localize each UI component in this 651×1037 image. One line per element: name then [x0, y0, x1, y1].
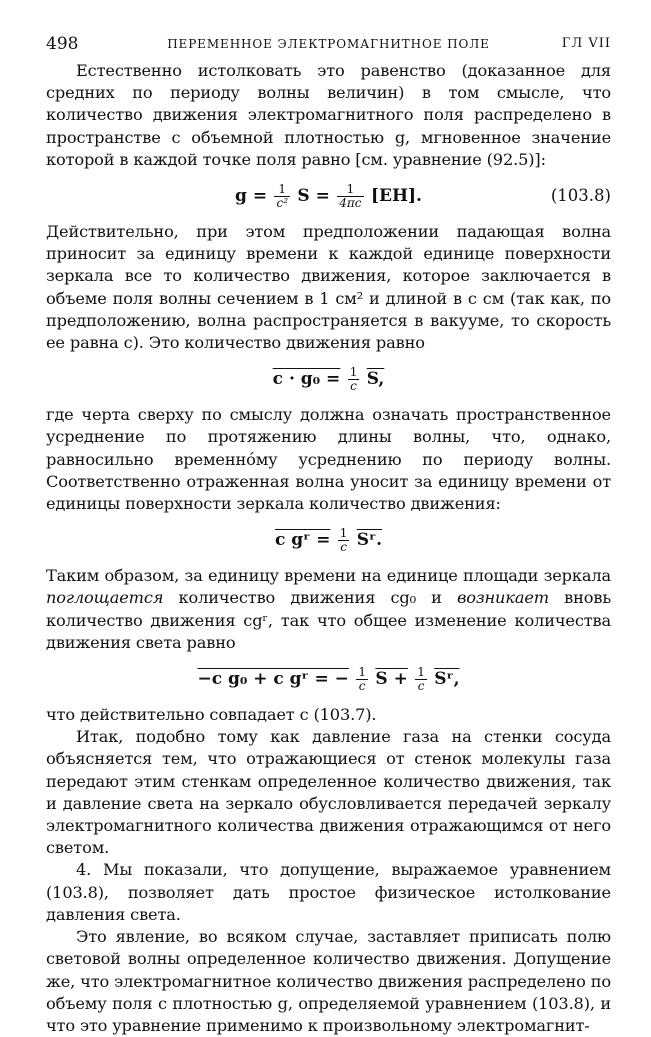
eq1-fraction-2: $\frac{1}{4\pi c}$ — [339, 182, 362, 211]
eq4-mid: S + — [375, 669, 408, 690]
eq1-fraction-1: $\frac{1}{\text{c²}}$ — [276, 182, 289, 211]
emphasis-absorbed: поглощается — [46, 588, 164, 608]
equation-reflected-momentum — [46, 520, 611, 560]
paragraph-1: Естественно истолковать это равенство (доказанное для средних по периоду волны величин) в том смысле, что количество движения электромагнитного поля распределено в пространстве с объемной плотностью g, мгновенное значение которой в каждой точке поля равно [см. уравнение (92.5)]: — [46, 61, 611, 169]
eq3-rhs: Sʳ. — [356, 530, 383, 551]
eq2-rhs: S, — [366, 369, 385, 390]
equation-number: (103.8) — [550, 186, 611, 206]
paragraph-6: Итак, подобно тому как давление газа на стенки сосуда объясняется тем, что отражающиеся от стенок молекулы газа передают этим стенкам определенное количество движения, так и давление света на зеркало обусловливается передачей зеркалу электромагнитного количества движения отражающимся от него светом. — [46, 727, 611, 858]
body-text — [46, 60, 611, 1037]
paragraph-5: что действительно совпадает с (103.7). — [46, 705, 377, 725]
paragraph-7: 4. Мы показали, что допущение, выражаемое уравнением (103.8), позволяет дать простое физическое истолкование давления света. — [46, 860, 611, 924]
emphasis-arises: возникает — [456, 588, 549, 608]
equation-incident-momentum — [46, 359, 611, 399]
eq2-lhs: c · g₀ = — [272, 369, 341, 390]
page-header — [46, 34, 611, 60]
running-title: ПЕРЕМЕННОЕ ЭЛЕКТРОМАГНИТНОЕ ПОЛЕ — [167, 37, 490, 51]
equation-momentum-change — [46, 659, 611, 699]
eq1-lhs: g = — [235, 186, 268, 207]
paragraph-3: где черта сверху по смыслу должна означать пространственное усреднение по протяжению длины волны, что, однако, равносильно временно́му усреднению по периоду волны. Соответственно отраженная волна уносит за единицу времени от единицы поверхности зеркала количество движения: — [46, 405, 611, 514]
page-number: 498 — [46, 34, 79, 54]
eq3-lhs: c gʳ = — [274, 530, 331, 551]
eq4-lhs: −c g₀ + c gʳ = − — [197, 669, 349, 690]
chapter-label: ГЛ VII — [561, 36, 611, 51]
eq3-fraction: $\frac{1}{c}$ — [339, 526, 348, 555]
paragraph-8: Это явление, во всяком случае, заставляет приписать полю световой волны определенное количество движения. Допущение же, что электромагнитное количество движения распределено по объему поля с плотностью g, определяемой уравнением (103.8), и что это уравнение применимо к произвольному электромагнит- — [46, 927, 611, 1035]
equation-103-8 — [46, 176, 611, 216]
paragraph-4: Таким образом, за единицу времени на единице площади зеркала поглощается количество движения cg₀ и возникает вновь количество движения cgʳ, так что общее изменение количества движения света равно — [46, 566, 611, 652]
eq4-rhs: Sʳ, — [434, 669, 460, 690]
eq2-fraction: $\frac{1}{c}$ — [349, 365, 358, 394]
eq4-fraction-1: $\frac{1}{c}$ — [358, 665, 366, 694]
eq1-mid: S = — [297, 186, 330, 207]
paragraph-2: Действительно, при этом предположении падающая волна приносит за единицу времени к каждой единице поверхности зеркала все то количество движения, которое заключается в объеме поля волны сечением в 1 см² и длиной в c см (так как, по предположению, волна распространяется в вакууме, то скорость ее равна c). Это количество движения равно — [46, 222, 611, 353]
eq1-rhs: [EH]. — [370, 186, 422, 207]
eq4-fraction-2: $\frac{1}{c}$ — [417, 665, 425, 694]
